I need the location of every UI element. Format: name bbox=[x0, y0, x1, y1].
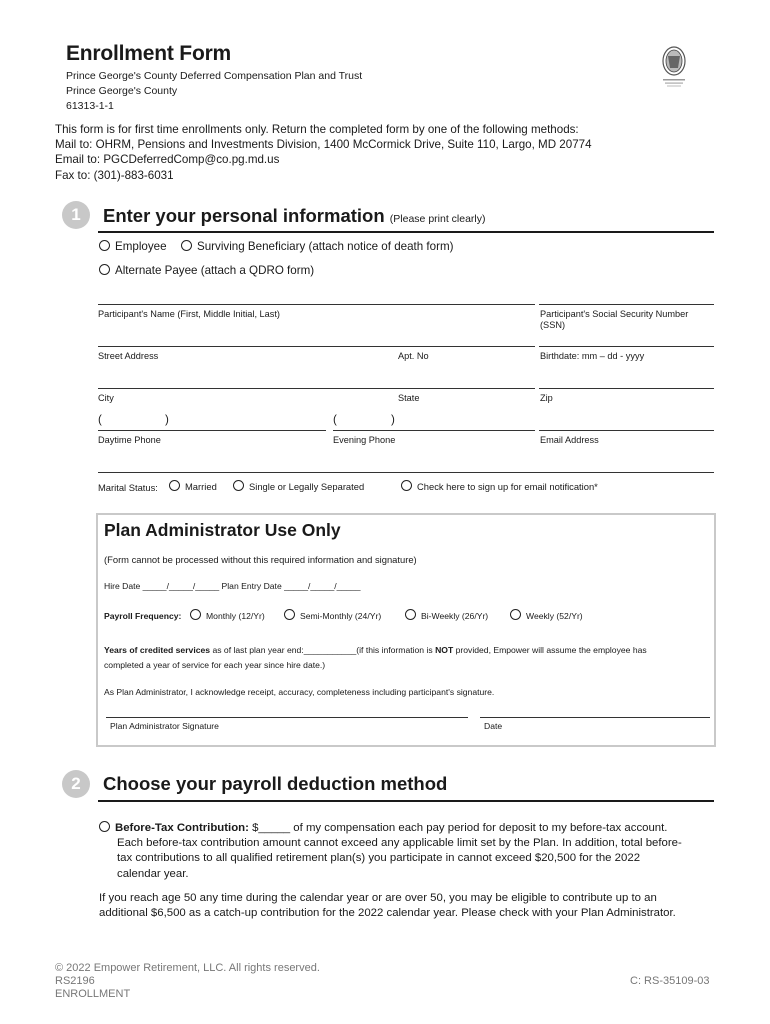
before-tax-description: Each before-tax contribution amount cannot exceed any applicable limit set by the Plan. In addition, total before- tax contributions to all qualified retirement plan(s) you participate in cannot exceed $20,500 for the 2022 calendar year. bbox=[117, 837, 682, 880]
semi-monthly-radio[interactable] bbox=[284, 609, 295, 620]
city-label: City bbox=[98, 393, 114, 403]
form-type: ENROLLMENT bbox=[55, 988, 131, 1000]
marital-separator bbox=[98, 472, 714, 473]
intro-text: This form is for first time enrollments only. Return the completed form by one of the following methods: Mail to: OHRM, Pensions and Investments Division, 1400 McCormick Drive, Suite 110, Largo, MD 20774 Email to: PGCDeferredComp@co.pg.md.us Fax to: (301)-883-6031 bbox=[55, 123, 592, 182]
email-notification-radio[interactable] bbox=[401, 480, 412, 491]
daytime-area-open: ( bbox=[98, 413, 102, 426]
employee-option[interactable]: Employee bbox=[99, 240, 167, 253]
bi-weekly-radio[interactable] bbox=[405, 609, 416, 620]
daytime-phone-label: Daytime Phone bbox=[98, 435, 161, 445]
page-title: Enrollment Form bbox=[66, 42, 232, 65]
surviving-beneficiary-radio[interactable] bbox=[181, 240, 192, 251]
email-notification-option[interactable]: Check here to sign up for email notification* bbox=[401, 480, 598, 492]
form-code: C: RS-35109-03 bbox=[630, 975, 710, 987]
email-field[interactable] bbox=[539, 430, 714, 431]
weekly-radio[interactable] bbox=[510, 609, 521, 620]
participant-name-label: Participant's Name (First, Middle Initial, Last) bbox=[98, 309, 280, 319]
section-2-rule bbox=[98, 800, 714, 802]
evening-phone-field[interactable] bbox=[333, 430, 535, 431]
married-option[interactable]: Married bbox=[169, 480, 217, 492]
monthly-option[interactable]: Monthly (12/Yr) bbox=[190, 609, 265, 621]
evening-area-close: ) bbox=[391, 413, 395, 426]
state-label: State bbox=[398, 393, 420, 403]
before-tax-radio[interactable] bbox=[99, 821, 110, 832]
admin-signature-field[interactable] bbox=[106, 717, 468, 718]
city-state-field[interactable] bbox=[98, 388, 535, 389]
birthdate-label: Birthdate: mm – dd - yyyy bbox=[540, 351, 645, 361]
alternate-payee-radio[interactable] bbox=[99, 264, 110, 275]
married-radio[interactable] bbox=[169, 480, 180, 491]
monthly-radio[interactable] bbox=[190, 609, 201, 620]
plan-administrator-box bbox=[96, 513, 716, 747]
plan-name: Prince George's County Deferred Compensation Plan and Trust bbox=[66, 70, 363, 82]
ssn-label: Participant's Social Security Number bbox=[540, 309, 689, 319]
employee-radio[interactable] bbox=[99, 240, 110, 251]
weekly-option[interactable]: Weekly (52/Yr) bbox=[510, 609, 583, 621]
payroll-frequency-label: Payroll Frequency: bbox=[104, 611, 182, 621]
before-tax-option[interactable]: Before-Tax Contribution: $_____ of my compensation each pay period for deposit to my before-tax account. bbox=[99, 821, 667, 836]
email-label: Email Address bbox=[540, 435, 599, 445]
county-seal-icon bbox=[656, 44, 692, 88]
admin-date-label: Date bbox=[484, 721, 503, 731]
section-1-number: 1 bbox=[62, 201, 90, 229]
evening-area-open: ( bbox=[333, 413, 337, 426]
copyright: © 2022 Empower Retirement, LLC. All rights reserved. bbox=[55, 962, 320, 974]
daytime-area-close: ) bbox=[165, 413, 169, 426]
hire-entry-dates[interactable]: Hire Date _____/_____/_____ Plan Entry Date _____/_____/_____ bbox=[104, 581, 361, 591]
ssn-label-abbrev: (SSN) bbox=[540, 320, 566, 330]
section-1-title: Enter your personal information (Please print clearly) bbox=[103, 205, 486, 226]
single-radio[interactable] bbox=[233, 480, 244, 491]
years-credited-service: Years of credited services as of last plan year end:___________(if this information is NOT provided, Empower will assume the employee has bbox=[104, 645, 647, 655]
section-1-rule bbox=[98, 231, 714, 233]
years-credited-service-cont: completed a year of service for each year since hire date.) bbox=[104, 660, 326, 670]
plan-admin-title: Plan Administrator Use Only bbox=[104, 520, 341, 540]
ssn-field[interactable] bbox=[539, 304, 714, 305]
plan-admin-note: (Form cannot be processed without this required information and signature) bbox=[104, 554, 417, 565]
admin-acknowledgement: As Plan Administrator, I acknowledge receipt, accuracy, completeness including participant's signature. bbox=[104, 687, 495, 697]
employer-name: Prince George's County bbox=[66, 85, 178, 97]
apt-label: Apt. No bbox=[398, 351, 429, 361]
street-address-field[interactable] bbox=[98, 346, 535, 347]
section-2-title: Choose your payroll deduction method bbox=[103, 773, 448, 794]
alternate-payee-option[interactable]: Alternate Payee (attach a QDRO form) bbox=[99, 264, 314, 277]
street-address-label: Street Address bbox=[98, 351, 159, 361]
section-2-number: 2 bbox=[62, 770, 90, 798]
form-id: RS2196 bbox=[55, 975, 95, 987]
plan-number: 61313-1-1 bbox=[66, 100, 114, 112]
zip-field[interactable] bbox=[539, 388, 714, 389]
semi-monthly-option[interactable]: Semi-Monthly (24/Yr) bbox=[284, 609, 381, 621]
bi-weekly-option[interactable]: Bi-Weekly (26/Yr) bbox=[405, 609, 488, 621]
participant-name-field[interactable] bbox=[98, 304, 535, 305]
marital-status-label: Marital Status: bbox=[98, 482, 158, 493]
footer-left bbox=[55, 962, 320, 1001]
surviving-beneficiary-option[interactable]: Surviving Beneficiary (attach notice of death form) bbox=[181, 240, 453, 253]
evening-phone-label: Evening Phone bbox=[333, 435, 396, 445]
admin-signature-label: Plan Administrator Signature bbox=[110, 721, 219, 731]
zip-label: Zip bbox=[540, 393, 553, 403]
daytime-phone-field[interactable] bbox=[98, 430, 326, 431]
catch-up-text: If you reach age 50 any time during the calendar year or are over 50, you may be eligible to contribute up to an additional $6,500 as a catch-up contribution for the 2022 calendar year. Please check with your Plan Administrator. bbox=[99, 892, 676, 920]
birthdate-field[interactable] bbox=[539, 346, 714, 347]
single-option[interactable]: Single or Legally Separated bbox=[233, 480, 364, 492]
admin-date-field[interactable] bbox=[480, 717, 710, 718]
